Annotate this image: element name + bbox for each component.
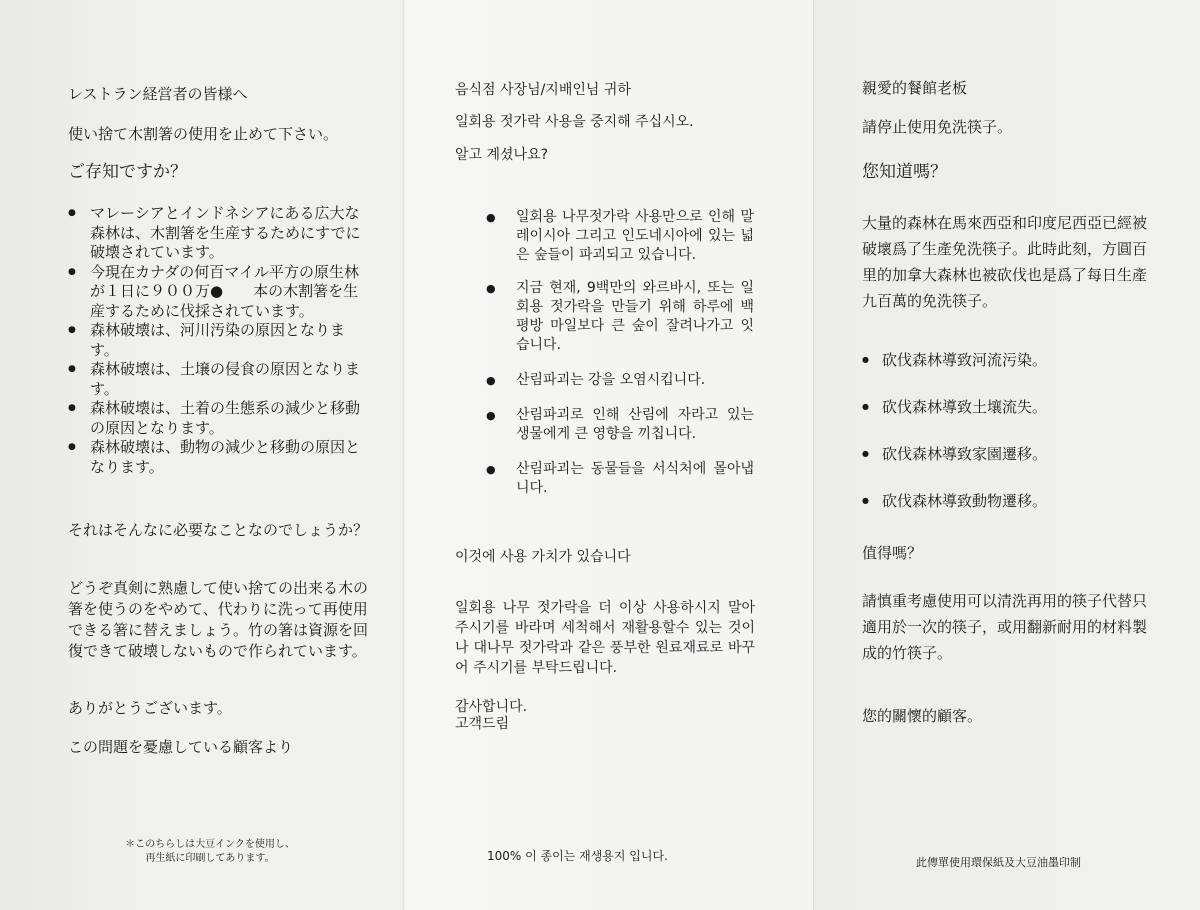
- bullet-icon: ●: [68, 403, 76, 413]
- zh-salutation: 親愛的餐館老板: [862, 79, 968, 97]
- jp-footnote: [110, 838, 310, 866]
- fold-line: [403, 0, 405, 910]
- kr-appeal: 일회용 나무 젓가락을 더 이상 사용하시지 말아 주시기를 바라며 세척해서 재활용할수 있는 것이나 대나무 젓가락과 같은 풍부한 원료재료로 바꾸어 주시기를 부탁드립니다.: [455, 600, 755, 676]
- list-item: [486, 371, 754, 390]
- list-item: [68, 438, 368, 477]
- kr-request: 일회용 젓가락 사용을 중지해 주십시오.: [455, 114, 694, 130]
- bullet-text: 森林破壊は、河川汚染の原因となります。: [90, 321, 346, 359]
- zh-footnote: 此傳單使用環保紙及大豆油墨印制: [916, 856, 1081, 869]
- list-item: [68, 321, 368, 360]
- kr-thanks: 감사합니다.: [455, 699, 528, 715]
- jp-request: 使い捨て木割箸の使用を止めて下さい。: [68, 125, 339, 143]
- zh-request: 請停止使用免洗筷子。: [862, 118, 1013, 136]
- zh-heading: 您知道嗎？: [862, 162, 947, 182]
- jp-salutation: レストラン経営者の皆様へ: [68, 85, 248, 103]
- jp-signature: この問題を憂慮している顧客より: [68, 738, 294, 756]
- bullet-icon: ●: [486, 374, 496, 387]
- fold-line: [813, 0, 815, 910]
- jp-footnote-line2: 再生紙に印刷してあります。: [145, 853, 275, 864]
- bullet-text: 砍伐森林導致河流污染。: [882, 351, 1048, 369]
- bullet-text: 砍伐森林導致家園遷移。: [882, 445, 1048, 463]
- jp-thanks: ありがとうございます。: [68, 699, 232, 717]
- zh-question: 值得嗎？: [862, 544, 923, 562]
- bullet-text: 산림파괴로 인해 산림에 자라고 있는 생물에게 큰 영향을 끼칩니다.: [516, 407, 754, 442]
- list-item: [862, 397, 1047, 417]
- bullet-icon: ●: [486, 211, 496, 224]
- jp-footnote-line1: ＊このちらしは大豆インクを使用し、: [125, 839, 295, 850]
- zh-bullet-list: [862, 350, 1047, 511]
- bullet-icon: ●: [486, 463, 496, 476]
- bullet-text: 森林破壊は、土着の生態系の減少と移動の原因となります。: [90, 399, 361, 437]
- bullet-icon: ●: [68, 364, 76, 374]
- bullet-text: 산림파괴는 강을 오염시킵니다.: [516, 372, 706, 388]
- list-item: [68, 204, 368, 263]
- kr-bullet-list: [486, 208, 754, 498]
- list-item: [68, 399, 368, 438]
- list-item: [486, 460, 754, 498]
- bullet-icon: ●: [68, 442, 76, 452]
- zh-intro: 大量的森林在馬來西亞和印度尼西亞已經被破壞爲了生產免洗筷子。此時此刻，方圓百里的加拿大森林也被砍伐也是爲了每日生產九百萬的免洗筷子。: [862, 214, 1148, 310]
- kr-signature: 고객드림: [455, 716, 510, 732]
- bullet-text: 지금 현재, 9백만의 와르바시, 또는 일회용 젓가락을 만들기 위해 하루에 백 평방 마일보다 큰 숲이 잘려나가고 잇습니다.: [516, 280, 754, 353]
- bullet-icon: ●: [68, 266, 76, 277]
- list-item: [862, 350, 1047, 370]
- bullet-text: 森林破壊は、土壌の侵食の原因となります。: [90, 360, 361, 398]
- jp-heading: ご存知ですか？: [68, 162, 187, 182]
- list-item: [486, 208, 754, 265]
- list-item: [68, 360, 368, 399]
- list-item: [486, 279, 754, 355]
- bullet-icon: ●: [68, 208, 76, 218]
- bullet-icon: ●: [862, 449, 869, 458]
- list-item: [486, 406, 754, 444]
- list-item: [862, 444, 1047, 464]
- bullet-text: マレーシアとインドネシアにある広大な森林は、木割箸を生産するためにすでに破壊されています。: [90, 204, 361, 261]
- bullet-text: 산림파괴는 동물들을 서식처에 몰아냅니다.: [516, 461, 754, 496]
- jp-bullet-list: [68, 204, 368, 477]
- list-item: [862, 491, 1047, 511]
- kr-footnote: 100% 이 종이는 재생용지 입니다.: [487, 849, 668, 863]
- bullet-icon: ●: [486, 409, 496, 422]
- bullet-icon: ●: [862, 355, 869, 364]
- zh-appeal: 請慎重考慮使用可以清洗再用的筷子代替只適用於一次的筷子，或用翻新耐用的材料製成的竹筷子。: [862, 592, 1148, 662]
- bullet-text: 砍伐森林導致動物遷移。: [882, 492, 1048, 510]
- jp-appeal: どうぞ真剣に熟慮して使い捨ての出来る木の箸を使うのをやめて、代わりに洗って再使用できる箸に替えましょう。竹の箸は資源を回復できて破壊しないもので作られています。: [68, 579, 369, 660]
- kr-salutation: 음식점 사장님/지배인님 귀하: [455, 82, 631, 98]
- bullet-text: 일회용 나무젓가락 사용만으로 인해 말레이시아 그리고 인도네시아에 있는 넓은 숲들이 파괴되고 있습니다.: [516, 209, 754, 263]
- kr-heading: 알고 계셨나요?: [455, 147, 549, 163]
- jp-question: それはそんなに必要なことなのでしょうか？: [68, 521, 369, 539]
- bullet-text: 森林破壊は、動物の減少と移動の原因となります。: [90, 438, 361, 476]
- bullet-icon: ●: [862, 402, 869, 411]
- kr-question: 이것에 사용 가치가 있습니다: [455, 549, 631, 565]
- bullet-icon: ●: [862, 496, 869, 505]
- bullet-text: 砍伐森林導致土壤流失。: [882, 398, 1048, 416]
- bullet-icon: ●: [486, 282, 496, 295]
- list-item: [68, 263, 368, 322]
- japanese-panel: [0, 0, 403, 910]
- bullet-icon: ●: [68, 325, 76, 335]
- zh-signature: 您的關懷的顧客。: [862, 707, 983, 725]
- bullet-text: 今現在カナダの何百マイル平方の原生林が１日に９００万● 本の木割箸を生産するために伐採されています。: [90, 262, 359, 320]
